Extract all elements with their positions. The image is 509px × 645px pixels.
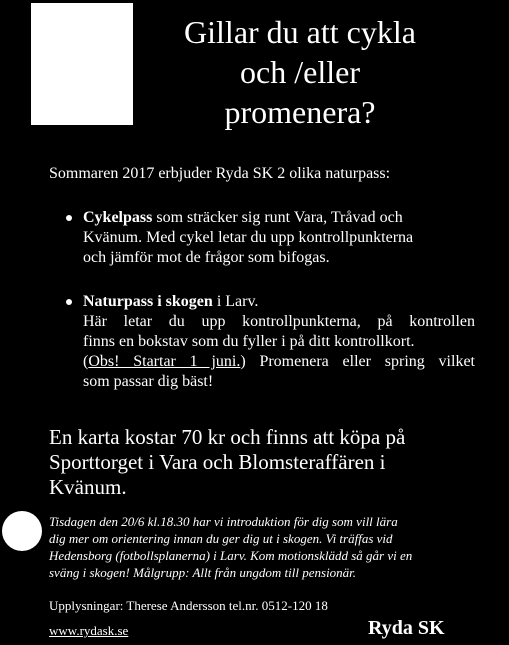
bullet-line: Kvänum. Med cykel letar du upp kontrollpunkterna: [83, 229, 414, 246]
bullet-line: [83, 352, 475, 372]
image-placeholder: [31, 3, 133, 125]
intro-text: Sommaren 2017 erbjuder Ryda SK 2 olika naturpass:: [49, 165, 391, 182]
intro-session-text: [49, 513, 412, 581]
bullet-line: finns en bokstav som du fyller i på ditt kontrollkort.: [83, 333, 415, 350]
brand-name: Ryda SK: [368, 617, 445, 639]
circle-decoration: [2, 511, 42, 551]
bullet-text: som sträcker sig runt Vara, Tråvad och: [152, 209, 403, 226]
bullet-text: i Larv.: [212, 293, 259, 310]
price-line: Sporttorget i Vara och Blomsteraffären i: [49, 450, 386, 474]
session-line: Tisdagen den 20/6 kl.18.30 har vi introduktion för dig som vill lära: [49, 514, 398, 529]
website-link[interactable]: www.rydask.se: [49, 623, 129, 638]
bullet-cykelpass: [83, 208, 475, 268]
headline-line-2: och /eller: [240, 54, 360, 90]
bullet-title: Cykelpass: [83, 209, 153, 226]
contact-info: Upplysningar: Therese Andersson tel.nr. 0512-120 18: [49, 598, 328, 613]
session-line: dig mer om orientering innan du ger dig ut i skogen. Vi träffas vid: [49, 531, 393, 546]
bullet-line: och jämför mot de frågor som bifogas.: [83, 249, 330, 266]
price-line: En karta kostar 70 kr och finns att köpa på: [49, 425, 406, 449]
bullet-title: Naturpass i skogen: [83, 293, 213, 310]
headline-line-3: promenera?: [224, 94, 376, 130]
session-line: sväng i skogen! Målgrupp: Allt från ungdom till pensionär.: [49, 565, 357, 580]
bullet-line: [83, 292, 475, 312]
price-info: [49, 425, 405, 500]
bullet-line: Här letar du upp kontrollpunkterna, på kontrollen: [83, 313, 475, 330]
bullet-line: [83, 208, 475, 228]
bullet-line: som passar dig bäst!: [83, 373, 214, 390]
price-line: Kvänum.: [49, 475, 127, 499]
bullet-dot-icon: [66, 215, 72, 221]
headline: [150, 12, 450, 132]
bullet-dot-icon: [66, 299, 72, 305]
bullet-naturpass: [83, 292, 475, 392]
session-line: Hedensborg (fotbollsplanerna) i Larv. Kom motionsklädd så går vi en: [49, 548, 413, 563]
note-close: ) Promenera eller spring vilket: [240, 353, 475, 370]
headline-line-1: Gillar du att cykla: [184, 14, 416, 50]
start-date-note: Obs! Startar 1 juni.: [88, 353, 241, 370]
note-open: (: [83, 353, 89, 370]
